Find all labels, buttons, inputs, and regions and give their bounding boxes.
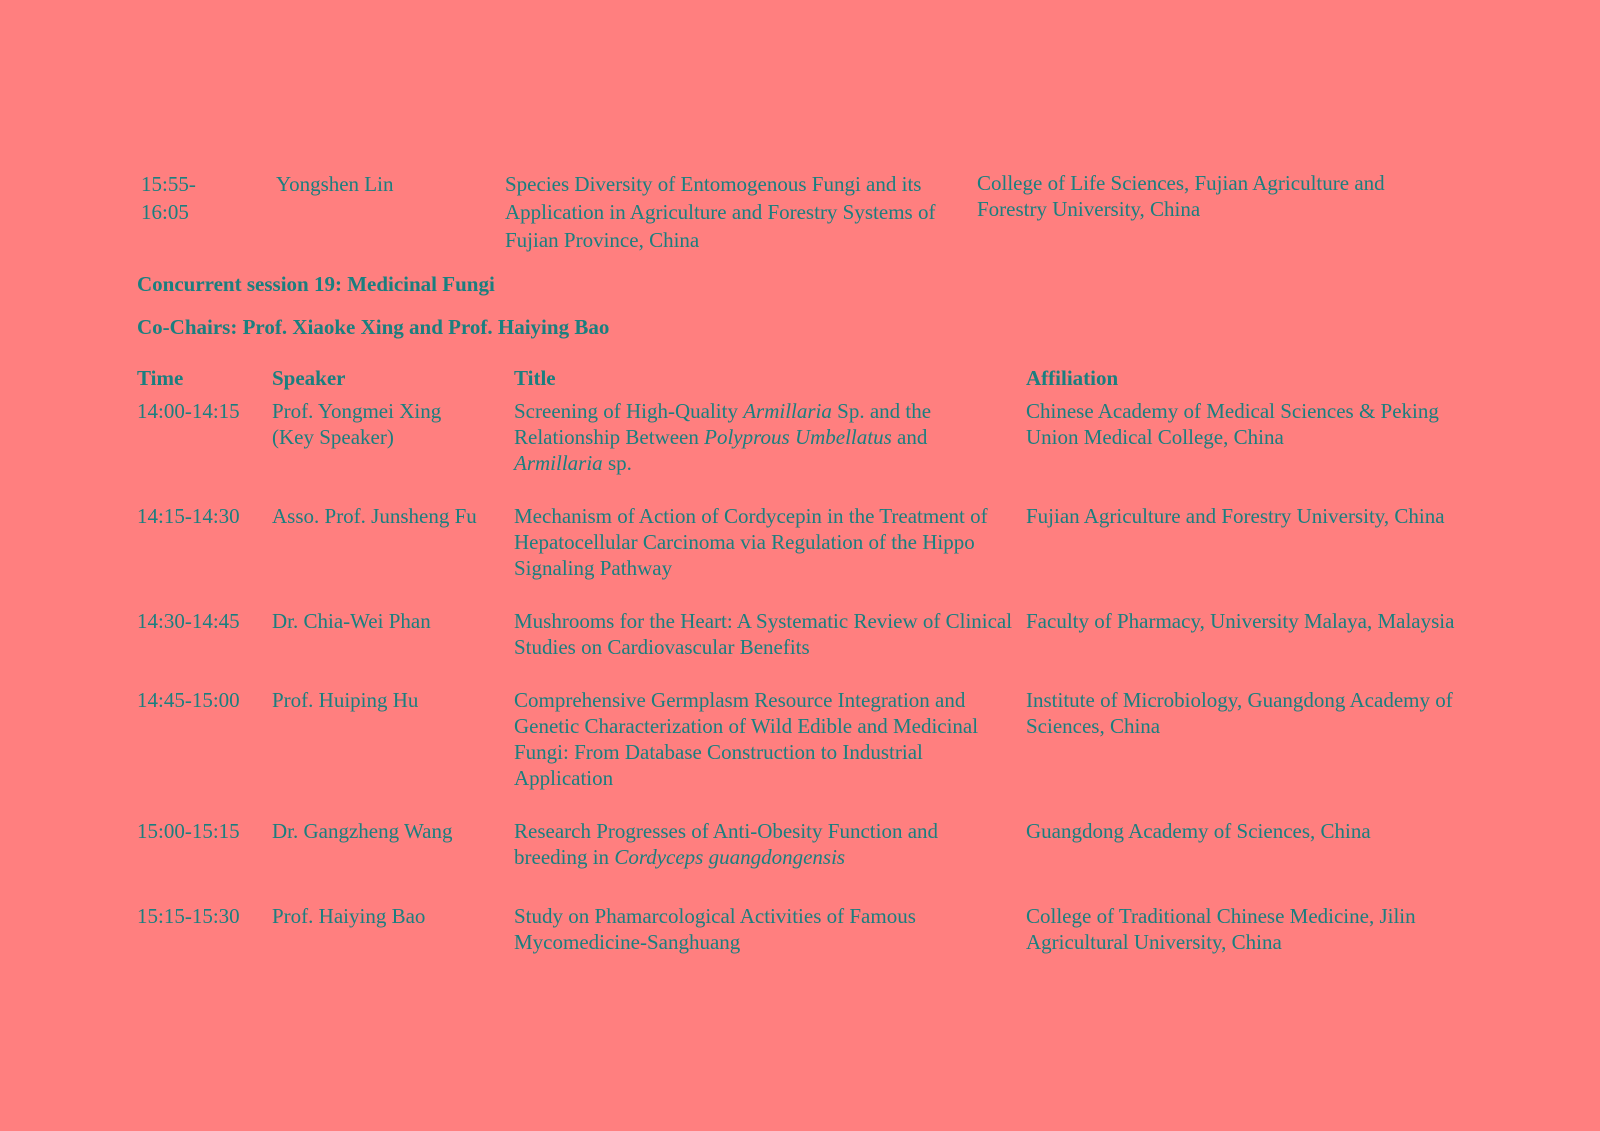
title-cell: Mushrooms for the Heart: A Systematic Review of Clinical Studies on Cardiovascular Benefits: [514, 609, 1013, 659]
title-cell: Study on Phamarcological Activities of Famous Mycomedicine-Sanghuang: [514, 904, 916, 954]
title-cell: Comprehensive Germplasm Resource Integration and Genetic Characterization of Wild Edible and Medicinal Fungi: From Database Construction to Industrial Application: [514, 688, 979, 790]
time-cell: [141, 170, 251, 226]
speaker-note: (Key Speaker): [272, 425, 394, 449]
time-cell: 14:00-14:15: [137, 399, 240, 423]
speaker-cell: [272, 398, 497, 450]
speaker-name: Prof. Yongmei Xing: [272, 399, 442, 423]
time-start: 15:55-: [141, 172, 196, 196]
title-text: Screening of High-Quality: [514, 399, 744, 423]
affiliation-cell: Guangdong Academy of Sciences, China: [1026, 819, 1371, 843]
affiliation-cell: Chinese Academy of Medical Sciences & Peking Union Medical College, China: [1026, 399, 1439, 449]
time-cell: 14:15-14:30: [137, 504, 240, 528]
time-cell: 14:45-15:00: [137, 688, 240, 712]
title-text: Research Progresses of Anti-Obesity Function and breeding in: [514, 819, 939, 869]
affiliation-cell: College of Life Sciences, Fujian Agriculture and Forestry University, China: [977, 171, 1385, 221]
affiliation-cell: Institute of Microbiology, Guangdong Academy of Sciences, China: [1026, 688, 1453, 738]
title-cell: [514, 398, 1014, 476]
speaker-cell: Prof. Haiying Bao: [272, 904, 426, 928]
affiliation-cell: College of Traditional Chinese Medicine, Jilin Agricultural University, China: [1026, 904, 1416, 954]
title-italic: Cordyceps guangdongensis: [614, 845, 846, 869]
title-text: Sp. and the Relationship Between: [514, 399, 932, 449]
session-title: Concurrent session 19: Medicinal Fungi: [137, 272, 495, 296]
title-cell: Mechanism of Action of Cordycepin in the Treatment of Hepatocellular Carcinoma via Regulation of the Hippo Signaling Pathway: [514, 504, 988, 580]
speaker-cell: Prof. Huiping Hu: [272, 688, 419, 712]
time-cell: 15:00-15:15: [137, 819, 240, 843]
header-affiliation: Affiliation: [1026, 366, 1119, 390]
time-end: 16:05: [141, 200, 189, 224]
time-cell: 15:15-15:30: [137, 904, 240, 928]
speaker-cell: Dr. Gangzheng Wang: [272, 819, 453, 843]
title-text: and: [891, 425, 928, 449]
affiliation-cell: Fujian Agriculture and Forestry University, China: [1026, 504, 1445, 528]
title-text: sp.: [602, 451, 632, 475]
speaker-cell: Asso. Prof. Junsheng Fu: [272, 504, 477, 528]
time-cell: 14:30-14:45: [137, 609, 240, 633]
title-italic: Armillaria: [743, 399, 832, 423]
session-chairs: Co-Chairs: Prof. Xiaoke Xing and Prof. Haiying Bao: [137, 315, 610, 339]
speaker-cell: Yongshen Lin: [276, 172, 394, 196]
header-speaker: Speaker: [272, 366, 346, 390]
title-cell: [514, 818, 1014, 870]
header-time: Time: [137, 366, 184, 390]
speaker-cell: Dr. Chia-Wei Phan: [272, 609, 431, 633]
title-italic: Armillaria: [514, 451, 603, 475]
affiliation-cell: Faculty of Pharmacy, University Malaya, Malaysia: [1026, 609, 1455, 633]
title-cell: Species Diversity of Entomogenous Fungi and its Application in Agriculture and Forestry Systems of Fujian Province, China: [505, 172, 936, 252]
title-italic: Polyprous Umbellatus: [704, 425, 892, 449]
header-title: Title: [514, 366, 556, 390]
